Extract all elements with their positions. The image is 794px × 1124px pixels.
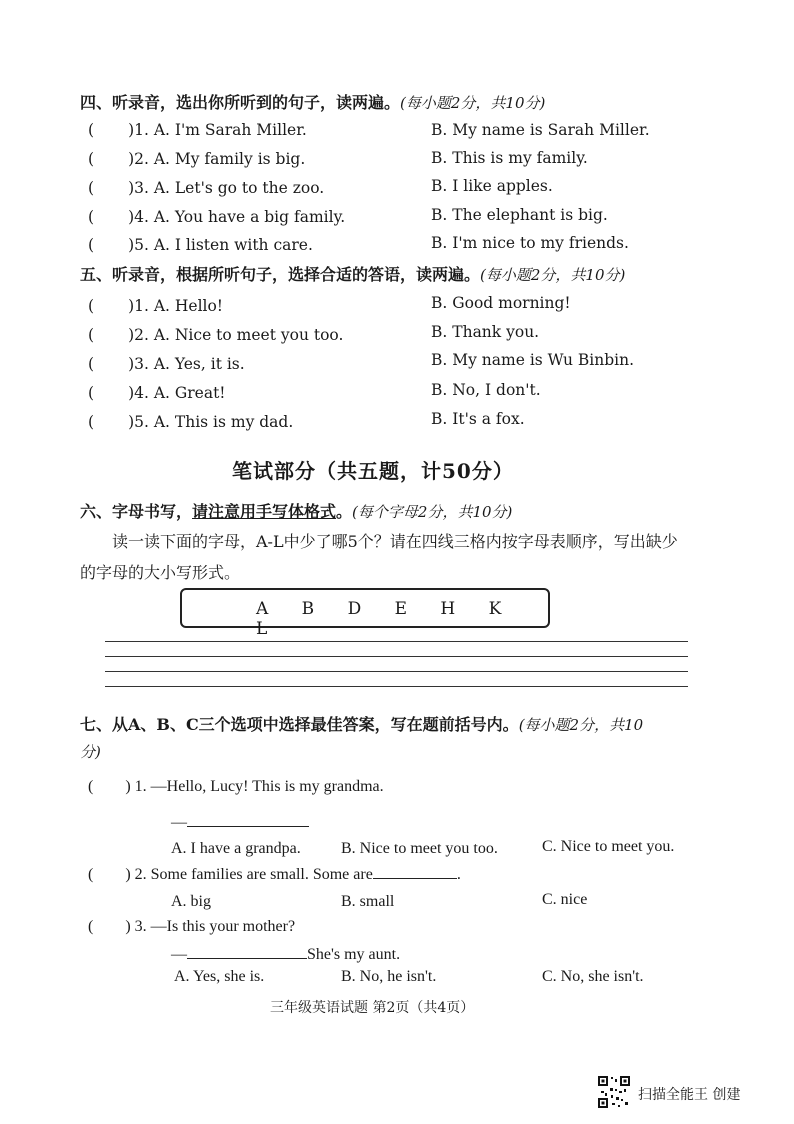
- question-3-option-b: B. No, he isn't.: [341, 968, 437, 985]
- option-b: B. I'm nice to my friends.: [431, 234, 629, 252]
- section4-item-1: [88, 121, 307, 139]
- qr-code-icon: [597, 1075, 631, 1109]
- dash: —: [171, 946, 187, 963]
- answer-paren[interactable]: (: [88, 179, 95, 197]
- answer-paren[interactable]: (: [88, 355, 95, 373]
- section4-heading: [80, 90, 545, 113]
- section6-instruction-2: 的字母的大小写形式。: [80, 563, 241, 582]
- option-a: )2. A. Nice to meet you too.: [128, 326, 344, 344]
- writing-line: [105, 641, 688, 642]
- section6-instruction-1: 读一读下面的字母，A-L中少了哪5个？请在四线三格内按字母表顺序，写出缺少: [112, 532, 678, 551]
- option-b: B. My name is Wu Binbin.: [431, 351, 634, 369]
- question-2-text: ) 2. Some families are small. Some are: [125, 866, 373, 883]
- option-b: B. The elephant is big.: [431, 206, 608, 224]
- section5-heading: [80, 262, 625, 285]
- question-2-option-b: B. small: [341, 893, 395, 910]
- section7-heading: [80, 712, 643, 735]
- section5-item-2: [88, 326, 343, 344]
- answer-paren[interactable]: (: [88, 413, 95, 431]
- option-b: B. Good morning!: [431, 294, 571, 312]
- answer-blank[interactable]: [187, 946, 307, 959]
- option-a: )1. A. I'm Sarah Miller.: [128, 121, 307, 139]
- option-a: )4. A. Great!: [128, 384, 226, 402]
- section6-note: (每个字母2分，共10分): [352, 503, 513, 521]
- question-2-option-a: A. big: [171, 893, 211, 910]
- section6-heading-period: 。: [336, 502, 353, 521]
- option-a: )3. A. Yes, it is.: [128, 355, 245, 373]
- question-2-stem: [88, 866, 461, 884]
- page-footer: 三年级英语试题 第2页（共4页）: [270, 1000, 475, 1016]
- answer-paren[interactable]: (: [88, 384, 95, 402]
- question-3-answer-line[interactable]: [171, 946, 400, 964]
- section4-item-3: [88, 179, 324, 197]
- scanner-brand-text: 扫描全能王 创建: [638, 1087, 741, 1103]
- period: .: [456, 866, 461, 883]
- written-section-title: 笔试部分（共五题，计50分）: [232, 459, 514, 483]
- question-2-option-c: C. nice: [542, 891, 588, 908]
- section5-item-4: [88, 384, 226, 402]
- section5-heading-text: 五、听录音，根据所听句子，选择合适的答语，读两遍。: [80, 265, 481, 284]
- question-1-option-c: C. Nice to meet you.: [542, 838, 675, 855]
- option-a: )3. A. Let's go to the zoo.: [128, 179, 325, 197]
- section4-note: (每小题2分，共10分): [400, 94, 546, 112]
- letter-box: [180, 588, 550, 639]
- option-b: B. Thank you.: [431, 323, 540, 341]
- option-a: )5. A. This is my dad.: [128, 413, 294, 431]
- section4-item-4: [88, 208, 345, 226]
- question-1-text: ) 1. —Hello, Lucy! This is my grandma.: [125, 778, 384, 795]
- section7-heading-text: 七、从A、B、C三个选项中选择最佳答案，写在题前括号内。: [80, 715, 519, 734]
- option-b: B. It's a fox.: [431, 410, 525, 428]
- option-a: )5. A. I listen with care.: [128, 236, 313, 254]
- answer-paren[interactable]: (: [88, 326, 95, 344]
- answer-paren[interactable]: (: [88, 918, 94, 935]
- section7-note-end: 分): [80, 743, 101, 761]
- section4-heading-text: 四、听录音，选出你所听到的句子，读两遍。: [80, 93, 401, 112]
- section4-item-5: [88, 236, 313, 254]
- writing-line: [105, 686, 688, 687]
- question-3-continuation: She's my aunt.: [307, 946, 401, 963]
- question-1-stem: [88, 778, 384, 796]
- option-a: )4. A. You have a big family.: [128, 208, 346, 226]
- answer-paren[interactable]: (: [88, 866, 94, 883]
- section5-item-1: [88, 297, 223, 315]
- option-b: B. No, I don't.: [431, 381, 541, 399]
- section7-note: (每小题2分，共10: [518, 716, 644, 734]
- section6-heading-emphasis: 请注意用手写体格式: [192, 502, 337, 521]
- question-1-answer-line[interactable]: [171, 812, 309, 832]
- question-3-option-c: C. No, she isn't.: [542, 968, 644, 985]
- option-b: B. My name is Sarah Miller.: [431, 121, 650, 139]
- option-b: B. I like apples.: [431, 177, 553, 195]
- question-3-stem: [88, 918, 295, 936]
- section5-item-3: [88, 355, 245, 373]
- section4-item-2: [88, 150, 305, 168]
- option-b: B. This is my family.: [431, 149, 588, 167]
- section5-note: (每小题2分，共10分): [480, 266, 626, 284]
- answer-paren[interactable]: (: [88, 297, 95, 315]
- question-1-option-b: B. Nice to meet you too.: [341, 840, 498, 857]
- section7-note-cont: [80, 741, 101, 762]
- option-a: )2. A. My family is big.: [128, 150, 306, 168]
- given-letters: A B D E H K L: [256, 599, 516, 639]
- answer-paren[interactable]: (: [88, 778, 94, 795]
- answer-paren[interactable]: (: [88, 236, 95, 254]
- section6-heading-text: 六、字母书写，: [80, 502, 193, 521]
- answer-paren[interactable]: (: [88, 121, 95, 139]
- section6-heading: [80, 499, 512, 522]
- answer-blank[interactable]: [187, 812, 309, 827]
- section5-item-5: [88, 413, 293, 431]
- question-3-text: ) 3. —Is this your mother?: [125, 918, 296, 935]
- dash: —: [171, 814, 187, 831]
- answer-paren[interactable]: (: [88, 150, 95, 168]
- answer-blank[interactable]: [373, 866, 457, 879]
- writing-line: [105, 656, 688, 657]
- option-a: )1. A. Hello!: [128, 297, 224, 315]
- answer-paren[interactable]: (: [88, 208, 95, 226]
- writing-line: [105, 671, 688, 672]
- question-3-option-a: A. Yes, she is.: [174, 968, 265, 985]
- question-1-option-a: A. I have a grandpa.: [171, 840, 301, 857]
